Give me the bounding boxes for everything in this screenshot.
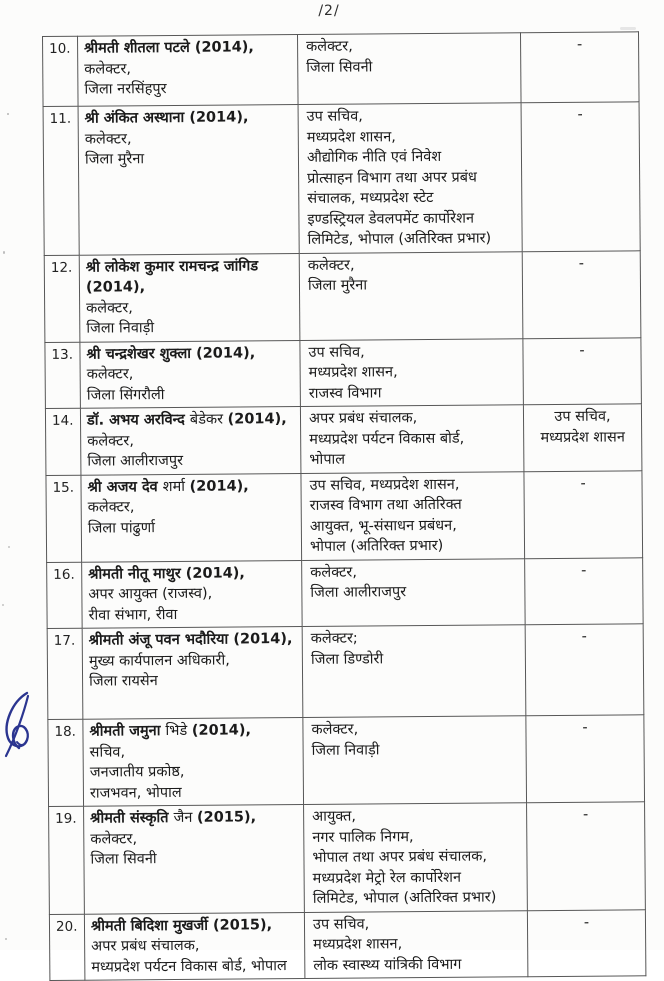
posting-line: अपर प्रबंध संचालक, [308,410,418,427]
posting-line: लोक स्वास्थ्य यांत्रिकी विभाग [313,956,462,974]
posting-line: औद्योगिक नीति एवं निवेश [306,148,442,166]
officer-text-segment: श्री चन्द्रशेखर शुक्ला (2014), [86,344,256,363]
posting-line: मध्यप्रदेश पर्यटन विकास बोर्ड, [309,430,465,448]
officer-line [88,517,297,539]
posting-line: संचालक, मध्यप्रदेश स्टेट [307,189,434,207]
serial-number: 16. [53,566,75,583]
posting-line: कलेक्टर, [311,721,359,738]
serial-number: 15. [52,479,75,496]
remark-line: मध्यप्रदेश शासन [540,428,625,446]
officer-text-segment: मध्यप्रदेश पर्यटन विकास बोर्ड, भोपाल [91,957,287,976]
new-posting-cell [304,910,528,978]
scan-smudge [620,27,636,30]
scan-noise [3,251,5,254]
posting-line: जिला डिण्डोरी [310,650,384,668]
officer-line [85,148,294,170]
officer-text-segment: (2014), [189,477,249,495]
serial-number-cell [43,106,79,255]
officer-text-segment: श्रीमती बिदिशा मुखर्जी (2015), [90,916,273,935]
officer-line [87,409,296,431]
posting-line: कलेक्टर; [310,630,358,647]
officer-name-cell [78,104,299,254]
table-row [45,404,642,475]
officer-text-segment: कलेक्टर, [90,830,138,848]
serial-number-cell [46,475,82,562]
officer-line [89,720,298,742]
remark-cell [527,802,646,910]
remark-cell [523,404,642,471]
officer-line [86,256,295,278]
serial-number-cell [45,408,81,475]
officer-name-cell [83,717,304,806]
posting-line: राजस्व विभाग तथा अतिरिक्त [309,496,462,514]
table-row [45,337,642,408]
officer-text-segment: कलेक्टर, [84,60,132,78]
remark-line: - [583,914,590,931]
posting-line: प्रोत्साहन विभाग तथा अपर प्रबंध [307,169,477,187]
posting-line: नगर पालिक निगम, [312,828,414,846]
officer-text-segment: श्री अजय देव [87,478,163,496]
officer-line [87,363,296,385]
officer-line [87,476,296,498]
officer-text-segment: राजभवन, भोपाल [89,784,182,802]
serial-number: 13. [51,346,74,363]
officer-line [90,848,299,870]
new-posting-cell [298,103,522,253]
officer-name-cell [80,340,301,408]
officer-text-segment: कलेक्टर, [87,499,135,516]
posting-line: उप सचिव, [306,108,363,125]
officer-line [84,78,293,100]
officer-line [91,956,300,978]
remark-line: - [578,255,584,272]
serial-number: 12. [50,259,73,276]
officer-line [90,828,299,850]
officer-text-segment: (2014), [85,279,146,296]
posting-line: भोपाल (अतिरिक्त प्रभार) [309,537,444,555]
officer-line [85,128,294,150]
table-row [49,909,646,980]
officer-line [87,450,296,472]
remark-line: - [581,562,587,579]
officer-text-segment: कलेक्टर, [86,299,133,317]
new-posting-cell [304,803,528,912]
officer-text-segment: डॉ. अभय अरविन्द [86,411,190,429]
posting-line: लिमिटेड, भोपाल (अतिरिक्त प्रभार) [312,889,497,907]
posting-line: जिला सिवनी [306,58,373,76]
page-number: /2/ [318,3,340,19]
serial-number: 11. [49,110,72,127]
officer-name-cell [82,560,303,628]
remark-cell [524,470,643,558]
serial-number: 10. [49,40,71,57]
officer-line [91,915,300,937]
officer-line [89,670,298,692]
scan-noise [8,546,10,548]
posting-line: कलेक्टर, [306,38,353,55]
officer-name-cell [80,406,301,474]
officer-text-segment: जनजातीय प्रकोष्ठ, [89,763,185,781]
officer-text-segment: मुख्य कार्यपालन अधिकारी, [88,652,230,670]
officer-text-segment: अपर प्रबंध संचालक, [91,937,200,955]
officer-text-segment: बेडेकर [189,411,228,428]
table-row [48,715,645,807]
serial-number: 14. [51,412,74,429]
officer-line [90,761,299,783]
scan-noise [5,938,7,940]
posting-line: उप सचिव, [308,343,365,361]
officer-line [88,563,297,585]
remark-cell [522,250,641,338]
officer-line [85,107,294,129]
officer-text-segment: शर्मा [162,478,190,495]
posting-line: आयुक्त, भू-संसाधन प्रबंधन, [309,517,457,535]
serial-number: 17. [53,632,76,649]
officer-line [89,650,298,672]
posting-line: भोपाल तथा अपर प्रबंध संचालक, [312,848,488,866]
remark-line: - [580,475,586,492]
serial-number-cell [49,914,85,981]
officer-text-segment: (2014), [191,722,252,739]
remark-line: - [577,106,583,123]
remark-line: उप सचिव, [554,408,611,425]
officer-text-segment: कलेक्टर, [84,130,132,148]
posting-line: आयुक्त, [312,808,357,825]
remark-line: - [582,806,589,823]
officer-line [84,58,293,80]
officer-line [90,807,299,829]
officer-name-cell [79,253,300,342]
officer-text-segment: (2015), [196,809,257,826]
posting-line: मध्यप्रदेश मेट्रो रेल कार्पोरेशन [312,869,462,887]
posting-line: इण्डस्ट्रियल डेवलपमेंट कार्पोरेशन [307,210,475,228]
officer-line [86,276,295,298]
officer-text-segment: जिला सिवनी [90,851,157,868]
officer-line [90,782,299,804]
officer-text-segment: जिला मुरैना [84,151,145,168]
officer-line [91,935,300,957]
serial-number-cell [44,255,80,342]
remark-cell [527,909,646,976]
officer-text-segment: श्रीमती शीतला पटले (2014), [84,39,254,57]
officer-text-segment: जैन [173,809,198,826]
posting-line: मध्यप्रदेश शासन, [313,936,403,953]
scan-noise [7,113,9,115]
remark-cell [523,337,642,404]
posting-line: जिला निवाड़ी [311,741,380,759]
serial-number-cell [45,342,81,409]
officer-text-segment: जिला नरसिंहपुर [84,81,167,98]
posting-line: उप सचिव, मध्यप्रदेश शासन, [309,476,460,494]
posting-line: मध्यप्रदेश शासन, [306,128,396,146]
new-posting-cell [302,558,526,626]
serial-number-cell [47,628,83,719]
officer-text-segment: जिला सिंगरौली [86,386,165,404]
officer-text-segment: रीवा संभाग, रीवा [88,606,178,624]
transfer-order-table-body [43,32,646,981]
officer-text-segment: जिला आलीराजपुर [87,452,184,470]
officer-line [88,583,297,605]
serial-number-cell [43,36,79,106]
table-row [44,250,641,342]
posting-line: लिमिटेड, भोपाल (अतिरिक्त प्रभार) [307,230,492,248]
officer-text-segment: श्रीमती जमुना [89,723,166,740]
new-posting-cell [301,471,525,560]
officer-line [87,384,296,406]
remark-line: - [579,342,585,359]
serial-number: 19. [55,810,77,827]
new-posting-cell [300,405,524,473]
officer-text-segment: जिला निवाड़ी [86,320,155,337]
serial-number: 20. [55,918,78,935]
officer-line [86,297,295,319]
serial-number-cell [47,562,83,629]
scan-noise [2,604,4,606]
table-row [43,102,640,255]
officer-line [86,343,295,365]
officer-line [86,317,295,339]
new-posting-cell [297,33,521,105]
officer-text-segment: जिला रायसेन [89,673,158,690]
officer-name-cell [82,626,303,719]
remark-cell [525,624,644,716]
table-row [43,32,640,107]
officer-text-segment: (2014), [227,411,287,428]
officer-text-segment: श्रीमती नीतू माथुर (2014), [88,564,245,583]
remark-cell [520,32,639,103]
officer-line [88,604,297,626]
table-row [47,557,644,628]
remark-cell [525,557,644,624]
posting-line: कलेक्टर, [310,564,358,581]
signature-ink-mark [0,690,38,762]
new-posting-cell [299,251,523,340]
officer-text-segment: श्रीमती संस्कृति [90,809,174,827]
officer-line [84,37,293,59]
serial-number: 18. [54,723,77,740]
officer-text-segment: श्री अंकित अस्थाना (2014), [84,109,249,127]
officer-text-segment: जिला पांढुर्णा [87,519,156,537]
remark-cell [521,102,640,251]
table-row [49,802,646,914]
new-posting-cell [303,716,527,805]
officer-line [87,430,296,452]
posting-line: भोपाल [309,451,346,468]
officer-line [90,741,299,763]
officer-name-cell [78,34,299,106]
officer-text-segment: कलेक्टर, [86,366,134,383]
serial-number-cell [49,806,85,914]
officer-text-segment: श्री लोकेश कुमार रामचन्द्र जांगिड [85,257,259,276]
remark-line: - [576,36,583,53]
officer-text-segment: अपर आयुक्त (राजस्व), [88,585,213,603]
transfer-order-table [42,31,646,981]
officer-text-segment: कलेक्टर, [87,432,134,450]
posting-line: उप सचिव, [312,915,370,933]
officer-line [89,629,298,651]
posting-line: जिला आलीराजपुर [310,584,407,601]
posting-line: जिला मुरैना [307,277,368,294]
posting-line: मध्यप्रदेश शासन, [308,364,398,381]
new-posting-cell [300,338,524,406]
officer-text-segment: सचिव, [89,743,126,761]
officer-text-segment: भिडे [165,722,192,740]
remark-line: - [582,719,588,736]
posting-line: कलेक्टर, [307,257,355,274]
officer-name-cell [84,804,305,913]
remark-line: - [581,628,587,645]
table-row [46,470,643,562]
table-row [47,624,644,720]
remark-cell [526,715,645,803]
officer-name-cell [81,473,302,562]
officer-text-segment: श्रीमती अंजू पवन भदौरिया (2014), [88,631,293,649]
officer-name-cell [84,912,305,980]
posting-line: राजस्व विभाग [308,384,382,402]
officer-line [88,496,297,518]
serial-number-cell [48,719,84,806]
new-posting-cell [302,625,526,718]
